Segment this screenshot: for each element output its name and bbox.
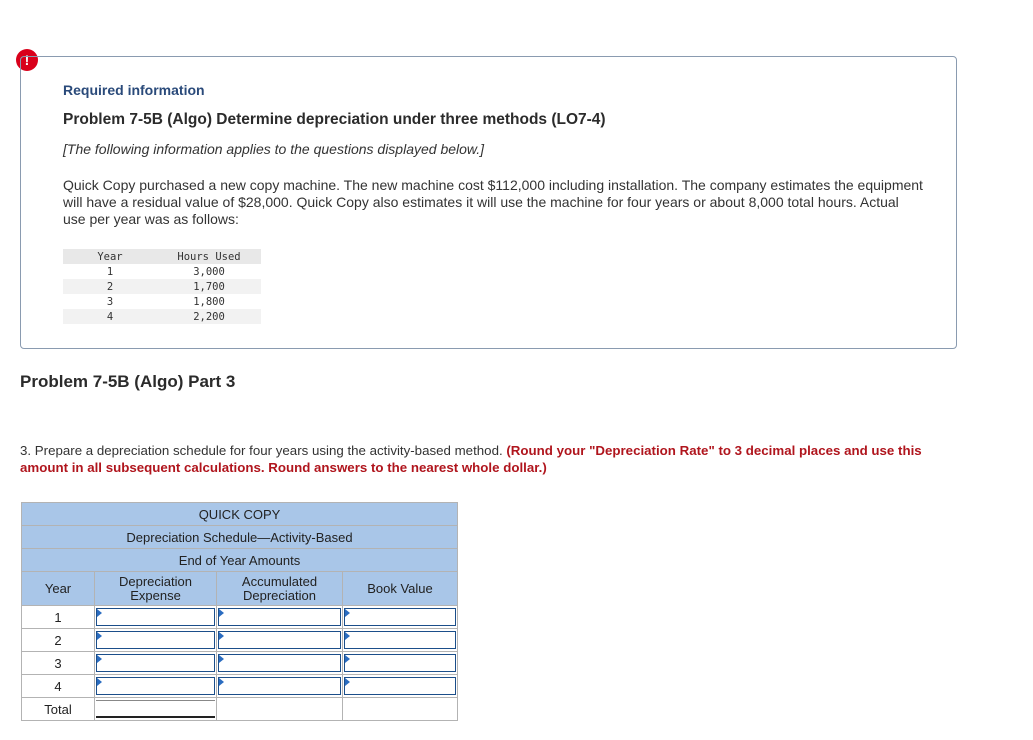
input-marker-icon: [345, 632, 350, 640]
accumulated-depreciation-input[interactable]: [217, 675, 343, 698]
table-row: [22, 629, 458, 652]
hours-used-table: [63, 249, 261, 324]
table-row: [22, 675, 458, 698]
depreciation-schedule-table: [21, 502, 458, 721]
table-row: [63, 264, 261, 279]
input-marker-icon: [219, 632, 224, 640]
column-header-accumulated-depreciation: Accumulated Depreciation: [217, 572, 343, 606]
depreciation-expense-input[interactable]: [95, 629, 217, 652]
hours-table-hours: 2,200: [157, 309, 261, 324]
problem-title: Problem 7-5B (Algo) Determine depreciation under three methods (LO7-4): [63, 111, 606, 128]
book-value-input[interactable]: [343, 606, 458, 629]
year-cell: 2: [22, 629, 95, 652]
total-accumulated-cell: [217, 698, 343, 721]
table-row: [22, 606, 458, 629]
question-plain: 3. Prepare a depreciation schedule for four years using the activity-based method.: [20, 443, 507, 458]
input-marker-icon: [219, 609, 224, 617]
input-marker-icon: [97, 609, 102, 617]
depreciation-expense-input[interactable]: [95, 675, 217, 698]
hours-table-hours: 1,700: [157, 279, 261, 294]
info-note: [The following information applies to the questions displayed below.]: [63, 141, 485, 157]
input-marker-icon: [345, 655, 350, 663]
total-label: Total: [22, 698, 95, 721]
input-marker-icon: [345, 609, 350, 617]
depreciation-expense-input[interactable]: [95, 606, 217, 629]
hours-table-hours: 1,800: [193, 295, 225, 308]
hours-table-year: 3: [106, 295, 114, 308]
question-text: [20, 442, 970, 476]
hours-table-header-hours: Hours Used: [157, 249, 261, 264]
book-value-input[interactable]: [343, 652, 458, 675]
total-depreciation-expense-input[interactable]: [95, 698, 217, 721]
input-marker-icon: [97, 632, 102, 640]
year-cell: 1: [22, 606, 95, 629]
column-header-book-value: Book Value: [343, 572, 458, 606]
input-marker-icon: [219, 655, 224, 663]
table-row: [63, 309, 261, 324]
table-row: [22, 652, 458, 675]
column-header-year: Year: [22, 572, 95, 606]
input-marker-icon: [97, 678, 102, 686]
year-cell: 3: [22, 652, 95, 675]
required-information-label: Required information: [63, 82, 205, 98]
alert-icon: !: [16, 49, 38, 71]
required-information-box: [20, 56, 957, 349]
table-row: [63, 294, 261, 309]
hours-table-year: 4: [63, 309, 157, 324]
question-instructions: (Round your "Depreciation Rate" to 3 decimal places and use this amount in all subsequent calculations. Round answers to the nearest whole dollar.): [20, 443, 922, 475]
book-value-input[interactable]: [343, 629, 458, 652]
total-book-value-cell: [343, 698, 458, 721]
part-title: Problem 7-5B (Algo) Part 3: [20, 372, 236, 391]
year-cell: 4: [22, 675, 95, 698]
depreciation-expense-input[interactable]: [95, 652, 217, 675]
accumulated-depreciation-input[interactable]: [217, 606, 343, 629]
accumulated-depreciation-input[interactable]: [217, 652, 343, 675]
table-row: [63, 279, 261, 294]
accumulated-depreciation-input[interactable]: [217, 629, 343, 652]
hours-table-year: 2: [63, 279, 157, 294]
book-value-input[interactable]: [343, 675, 458, 698]
schedule-company: QUICK COPY: [22, 503, 458, 526]
hours-table-hours: 3,000: [193, 265, 225, 278]
hours-table-header-year: Year: [63, 249, 157, 264]
table-row: [22, 698, 458, 721]
schedule-subtitle: End of Year Amounts: [22, 549, 458, 572]
problem-paragraph: Quick Copy purchased a new copy machine. The new machine cost $112,000 including installation. The company estimates the equipment will have a residual value of $28,000. Quick Copy also estimates it will use the machine for four years or about 8,000 total hours. Actual use per year was as follows:: [63, 177, 923, 227]
schedule-title: Depreciation Schedule—Activity-Based: [22, 526, 458, 549]
input-marker-icon: [97, 655, 102, 663]
column-header-depreciation-expense: Depreciation Expense: [95, 572, 217, 606]
hours-table-year: 1: [106, 265, 114, 278]
input-marker-icon: [219, 678, 224, 686]
input-marker-icon: [345, 678, 350, 686]
